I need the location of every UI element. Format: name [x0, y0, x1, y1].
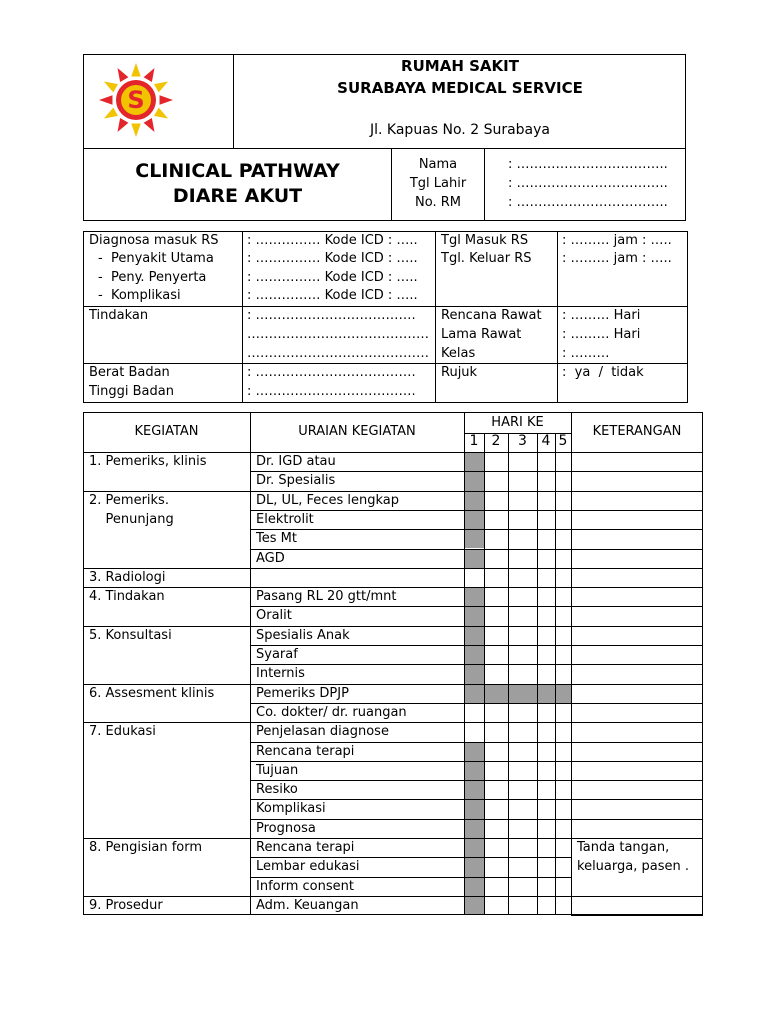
uraian-item: Spesialis Anak [256, 627, 350, 643]
uraian-item: Dr. Spesialis [256, 473, 336, 489]
row-divider [250, 529, 571, 530]
uraian-item: Syaraf [256, 647, 298, 662]
day-divider [555, 433, 556, 915]
tinggi-badan-field[interactable]: : ………………………………. [247, 384, 416, 399]
keterangan-divider [571, 491, 703, 492]
berat-badan-label: Berat Badan [89, 365, 170, 380]
keterangan-divider [571, 896, 703, 897]
keterangan-divider [571, 684, 703, 685]
day-number-1: 1 [469, 433, 479, 449]
uraian-item: Tujuan [256, 762, 299, 778]
rujuk-field[interactable]: : ya / tidak [562, 365, 644, 380]
kelas-label: Kelas [441, 346, 476, 361]
keterangan-divider [571, 626, 703, 627]
uraian-item: Inform consent [256, 878, 354, 894]
uraian-item: Elektrolit [256, 511, 314, 527]
keterangan-divider [571, 761, 703, 762]
patient-rm-field[interactable]: : …………………………….. [508, 195, 668, 210]
keterangan-divider [571, 529, 703, 530]
keterangan-divider [571, 549, 703, 550]
day-divider [484, 433, 485, 915]
uraian-item: Rencana terapi [256, 743, 355, 759]
title-line2: DIARE AKUT [172, 185, 303, 207]
kegiatan-label-4: 4. Tindakan [89, 589, 165, 605]
rencana-rawat-label: Rencana Rawat [441, 308, 542, 323]
rujuk-label: Rujuk [441, 365, 478, 380]
berat-badan-field[interactable]: : ………………………………. [247, 365, 416, 380]
title-line1: CLINICAL PATHWAY [135, 160, 340, 182]
col-kegiatan-header: KEGIATAN [134, 424, 199, 439]
lama-rawat-label: Lama Rawat [441, 327, 522, 342]
diag-label-0: Diagnosa masuk RS [89, 233, 219, 248]
keterangan-divider [571, 645, 703, 646]
kelas-field[interactable]: : ……… [562, 346, 610, 361]
kegiatan-label-7: 7. Edukasi [89, 724, 156, 740]
rencana-rawat-field[interactable]: : ……… Hari [562, 308, 641, 323]
day-divider [508, 433, 509, 915]
keterangan-divider [571, 703, 703, 704]
tindakan-field-1[interactable]: …………………………………… [247, 327, 429, 342]
day-number-5: 5 [558, 433, 568, 449]
kegiatan-label-6: 6. Assesment klinis [89, 685, 215, 701]
uraian-item: Internis [256, 666, 305, 682]
keterangan-divider [571, 722, 703, 723]
patient-name-label: Nama [418, 157, 458, 172]
tindakan-field-2[interactable]: …………………………………… [247, 346, 429, 361]
keterangan-divider [571, 568, 703, 569]
hospital-name-line2: SURABAYA MEDICAL SERVICE [337, 79, 583, 97]
day-number-2: 2 [491, 433, 501, 449]
uraian-item: Pasang RL 20 gtt/mnt [256, 589, 397, 605]
hospital-name-line1: RUMAH SAKIT [401, 57, 519, 75]
keterangan-note: keluarga, pasen . [577, 859, 689, 875]
keterangan-divider [571, 799, 703, 800]
keterangan-divider [571, 742, 703, 743]
patient-dob-label: Tgl Lahir [409, 176, 467, 191]
keterangan-divider [571, 587, 703, 588]
kegiatan-label-2: Penunjang [89, 511, 174, 527]
lama-rawat-field[interactable]: : ……… Hari [562, 327, 641, 342]
row-divider [250, 606, 571, 607]
tinggi-badan-label: Tinggi Badan [89, 384, 174, 399]
keterangan-divider [571, 510, 703, 511]
keterangan-divider [571, 780, 703, 781]
keterangan-divider [571, 915, 703, 916]
tindakan-field-0[interactable]: : ………………………………. [247, 308, 416, 323]
row-divider [250, 645, 571, 646]
diag-label-2: - Peny. Penyerta [98, 270, 207, 285]
uraian-item: Komplikasi [256, 801, 326, 817]
uraian-item: Penjelasan diagnose [256, 724, 389, 740]
patient-name-field[interactable]: : …………………………….. [508, 157, 668, 172]
uraian-item: Prognosa [256, 820, 316, 836]
diag-field-1[interactable]: : …………… Kode ICD : ….. [247, 251, 418, 266]
uraian-item: Lembar edukasi [256, 859, 360, 875]
row-divider [250, 549, 571, 550]
uraian-item: Tes Mt [256, 531, 297, 547]
uraian-item: DL, UL, Feces lengkap [256, 492, 399, 508]
keterangan-divider [571, 452, 703, 453]
uraian-item: Adm. Keuangan [256, 897, 359, 913]
diag-label-1: - Penyakit Utama [98, 251, 214, 266]
diag-label-3: - Komplikasi [98, 288, 181, 303]
uraian-item: Co. dokter/ dr. ruangan [256, 704, 407, 720]
uraian-item: Rencana terapi [256, 840, 355, 855]
day-divider [537, 433, 538, 915]
uraian-item: Oralit [256, 608, 292, 624]
diag-field-2[interactable]: : …………… Kode ICD : ….. [247, 270, 418, 285]
keterangan-divider [571, 471, 703, 472]
col-keterangan-header: KETERANGAN [592, 424, 682, 439]
keterangan-divider [571, 819, 703, 820]
col-hari-ke-header: HARI KE [491, 415, 544, 430]
kegiatan-label-9: 9. Prosedur [89, 897, 163, 913]
tgl-keluar-label: Tgl. Keluar RS [441, 251, 532, 266]
uraian-item: Pemeriks DPJP [256, 685, 349, 701]
tgl-masuk-label: Tgl Masuk RS [441, 233, 529, 248]
hospital-address: Jl. Kapuas No. 2 Surabaya [370, 122, 550, 138]
kegiatan-label-3: 3. Radiologi [89, 569, 166, 585]
row-divider [250, 568, 571, 569]
uraian-item: AGD [256, 550, 285, 566]
uraian-item: Resiko [256, 782, 298, 798]
day-number-3: 3 [518, 433, 527, 449]
patient-rm-label: No. RM [415, 195, 461, 210]
col-uraian-header: URAIAN KEGIATAN [298, 424, 416, 439]
kegiatan-label-1: 1. Pemeriks, klinis [89, 454, 207, 469]
day-number-4: 4 [541, 433, 551, 449]
keterangan-divider [571, 606, 703, 607]
diag-field-3[interactable]: : …………… Kode ICD : ….. [247, 288, 418, 303]
keterangan-note: Tanda tangan, [577, 840, 670, 855]
logo-letter: S [127, 86, 145, 114]
keterangan-divider [571, 664, 703, 665]
patient-dob-field[interactable]: : …………………………….. [508, 176, 668, 191]
diag-field-0[interactable]: : …………… Kode ICD : ….. [247, 233, 418, 248]
uraian-item: Dr. IGD atau [256, 454, 336, 469]
kegiatan-label-5: 5. Konsultasi [89, 627, 172, 643]
tindakan-label: Tindakan [89, 308, 149, 323]
tgl-masuk-field[interactable]: : ……… jam : ….. [562, 233, 672, 248]
tgl-keluar-field[interactable]: : ……… jam : ….. [562, 251, 672, 266]
kegiatan-label-2: 2. Pemeriks. [89, 492, 169, 508]
kegiatan-label-8: 8. Pengisian form [89, 840, 203, 855]
row-divider [250, 780, 571, 781]
